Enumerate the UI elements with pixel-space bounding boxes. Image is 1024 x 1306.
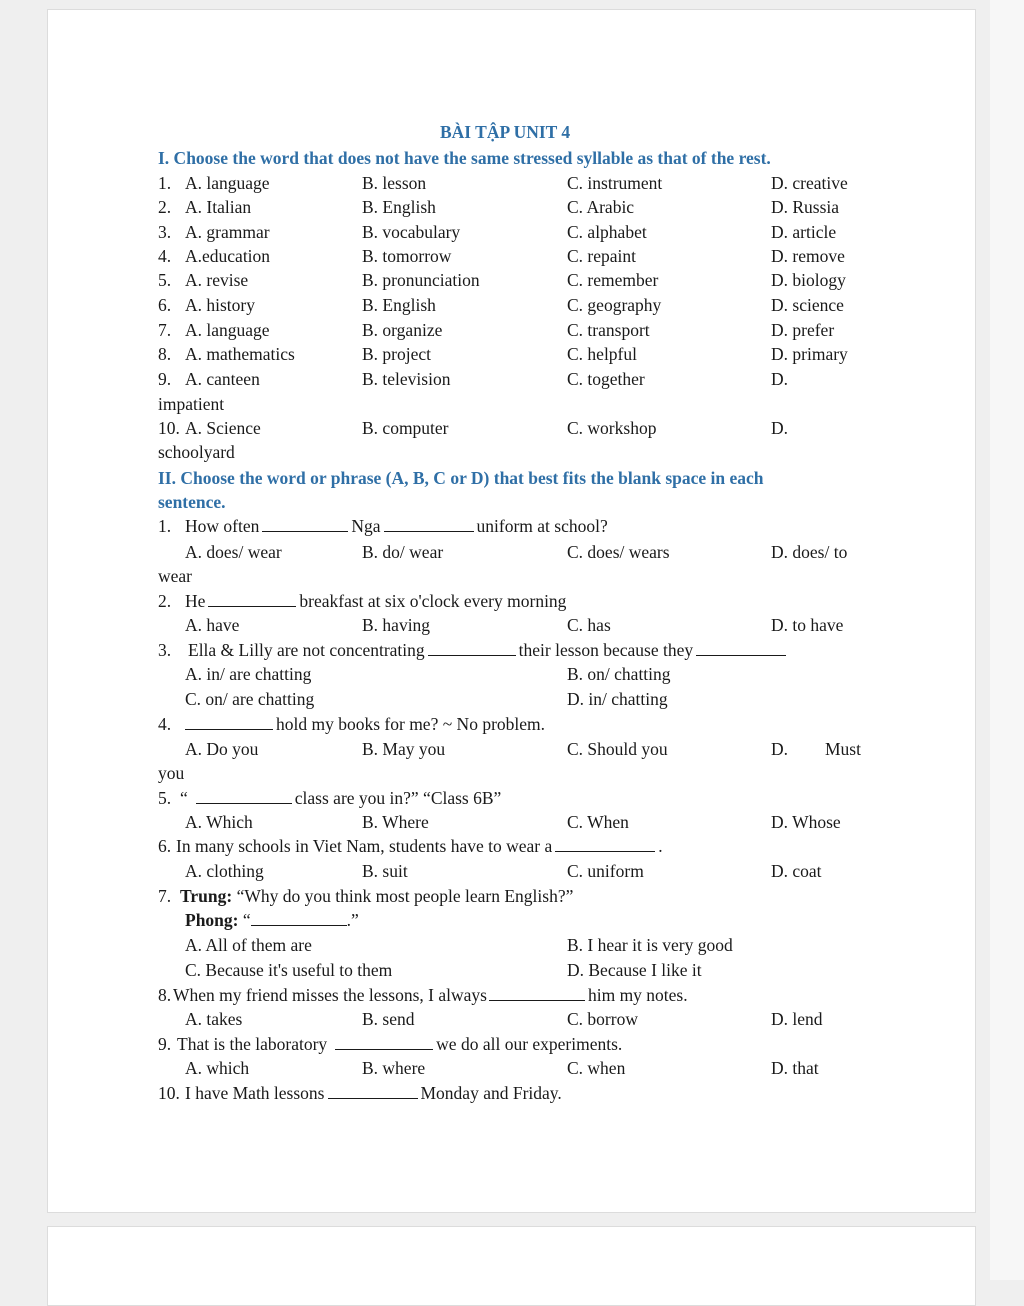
question-text: him my notes. <box>587 985 688 1005</box>
question-1 <box>185 514 608 538</box>
answer-blank <box>208 591 296 607</box>
option-b: B. send <box>362 1009 415 1029</box>
option-b: B. television <box>362 369 451 389</box>
option-c: C. workshop <box>567 418 657 438</box>
question-text: class are you in?” “Class 6B” <box>294 788 502 808</box>
option-d: D. Russia <box>771 197 840 217</box>
option-b: B. do/ wear <box>362 542 444 562</box>
option-b: B. having <box>362 615 431 635</box>
option-a: A. which <box>185 1058 250 1078</box>
option-a: A. history <box>185 295 255 315</box>
option-c: C. Should you <box>567 739 668 759</box>
question-text: Nga <box>351 516 381 536</box>
option-b: B. project <box>362 344 432 364</box>
option-a: A. have <box>185 615 240 635</box>
question-number: 4. <box>158 714 172 734</box>
question-number: 9. <box>158 1034 172 1054</box>
question-text: That is the laboratory <box>177 1034 328 1054</box>
question-5 <box>180 786 501 810</box>
question-2 <box>185 589 566 613</box>
close-quote: .” <box>346 910 359 930</box>
option-d: D. Because I like it <box>567 960 702 980</box>
question-text: . <box>658 836 663 856</box>
answer-blank <box>251 910 347 926</box>
question-number: 3. <box>158 640 172 660</box>
option-a: A. in/ are chatting <box>185 664 312 684</box>
page-title: BÀI TẬP UNIT 4 <box>440 122 571 142</box>
question-text: How often <box>185 516 260 536</box>
viewer-edge <box>990 0 1024 1280</box>
item-number: 2. <box>158 197 172 217</box>
item-number: 3. <box>158 222 172 242</box>
question-6 <box>176 834 663 858</box>
question-text: Monday and Friday. <box>420 1083 562 1103</box>
question-text: He <box>185 591 206 611</box>
option-a: A. does/ wear <box>185 542 282 562</box>
option-d-wrap: schoolyard <box>158 442 235 462</box>
option-a: A. language <box>185 320 270 340</box>
answer-blank <box>489 985 585 1001</box>
answer-blank <box>196 788 292 804</box>
option-a: A. Italian <box>185 197 252 217</box>
option-d: D. prefer <box>771 320 835 340</box>
option-d: D. <box>771 369 789 389</box>
question-8 <box>173 983 688 1007</box>
option-c: C. does/ wears <box>567 542 670 562</box>
option-b: B. lesson <box>362 173 427 193</box>
option-c: C. borrow <box>567 1009 638 1029</box>
option-a: A. takes <box>185 1009 243 1029</box>
option-d: D. coat <box>771 861 822 881</box>
answer-blank <box>335 1034 433 1050</box>
option-c: C. repaint <box>567 246 637 266</box>
option-c: C. on/ are chatting <box>185 689 315 709</box>
question-7-line2 <box>185 908 359 932</box>
option-c: C. uniform <box>567 861 644 881</box>
option-d: D. Whose <box>771 812 841 832</box>
option-b: B. suit <box>362 861 408 881</box>
option-b: B. computer <box>362 418 449 438</box>
option-d: D. does/ to <box>771 542 848 562</box>
question-9 <box>177 1032 622 1056</box>
question-10 <box>185 1081 562 1105</box>
option-a: A.education <box>185 246 271 266</box>
option-c: C. geography <box>567 295 662 315</box>
question-text: I have Math lessons <box>185 1083 325 1103</box>
option-b: B. Where <box>362 812 429 832</box>
option-a: A. canteen <box>185 369 260 389</box>
option-a: A. clothing <box>185 861 264 881</box>
option-b: B. English <box>362 197 436 217</box>
question-text: “Why do you think most people learn English?” <box>236 886 574 906</box>
answer-blank <box>262 516 348 532</box>
option-d: D. to have <box>771 615 844 635</box>
option-d: D. primary <box>771 344 848 364</box>
item-number: 7. <box>158 320 172 340</box>
item-number: 6. <box>158 295 172 315</box>
option-d: D. <box>771 739 789 759</box>
option-b: B. on/ chatting <box>567 664 671 684</box>
section2-heading-cont: sentence. <box>158 492 226 512</box>
question-text: In many schools in Viet Nam, students have to wear a <box>176 836 553 856</box>
option-b: B. I hear it is very good <box>567 935 733 955</box>
question-text: we do all our experiments. <box>436 1034 623 1054</box>
item-number: 1. <box>158 173 172 193</box>
item-number: 10. <box>158 418 180 438</box>
option-c: C. Because it's useful to them <box>185 960 393 980</box>
question-number: 1. <box>158 516 172 536</box>
option-d-text: Must <box>825 739 861 759</box>
item-number: 9. <box>158 369 172 389</box>
option-b: B. organize <box>362 320 443 340</box>
speaker-label: Phong: <box>185 910 239 930</box>
question-text: their lesson because they <box>518 640 694 660</box>
question-number: 6. <box>158 836 172 856</box>
option-a: A. Science <box>185 418 261 438</box>
open-quote: “ <box>242 910 251 930</box>
option-d: D. remove <box>771 246 845 266</box>
option-d: D. that <box>771 1058 819 1078</box>
question-text: hold my books for me? ~ No problem. <box>276 714 546 734</box>
answer-blank <box>384 516 474 532</box>
option-d: D. in/ chatting <box>567 689 668 709</box>
answer-blank <box>555 836 655 852</box>
answer-blank <box>428 640 516 656</box>
answer-blank <box>328 1083 418 1099</box>
option-b: B. vocabulary <box>362 222 461 242</box>
item-number: 4. <box>158 246 172 266</box>
option-c: C. when <box>567 1058 626 1078</box>
question-number: 7. <box>158 886 172 906</box>
option-a: A. language <box>185 173 270 193</box>
speaker-label: Trung: <box>180 886 233 906</box>
option-c: C. remember <box>567 270 659 290</box>
option-c: C. transport <box>567 320 650 340</box>
question-4 <box>185 712 545 736</box>
next-page <box>47 1226 976 1306</box>
option-b: B. where <box>362 1058 426 1078</box>
option-d-wrap: you <box>158 763 185 783</box>
option-b: B. pronunciation <box>362 270 480 290</box>
option-d-wrap: impatient <box>158 394 225 414</box>
question-3 <box>188 638 789 662</box>
section1-heading: I. Choose the word that does not have the same stressed syllable as that of the rest. <box>158 148 771 168</box>
question-text: When my friend misses the lessons, I always <box>173 985 487 1005</box>
option-a: A. mathematics <box>185 344 295 364</box>
question-text: breakfast at six o'clock every morning <box>299 591 567 611</box>
question-text: Ella & Lilly are not concentrating <box>188 640 425 660</box>
option-a: A. All of them are <box>185 935 312 955</box>
option-b: B. tomorrow <box>362 246 452 266</box>
option-a: A. Which <box>185 812 253 832</box>
question-text: uniform at school? <box>476 516 608 536</box>
option-a: A. revise <box>185 270 249 290</box>
option-c: C. When <box>567 812 629 832</box>
question-number: 8. <box>158 985 172 1005</box>
option-d: D. article <box>771 222 837 242</box>
option-c: C. alphabet <box>567 222 647 242</box>
option-c: C. helpful <box>567 344 637 364</box>
question-number: 10. <box>158 1083 180 1103</box>
option-d: D. science <box>771 295 844 315</box>
open-quote: “ <box>180 788 188 808</box>
option-a: A. Do you <box>185 739 259 759</box>
option-d: D. lend <box>771 1009 823 1029</box>
option-c: C. has <box>567 615 611 635</box>
option-d: D. creative <box>771 173 848 193</box>
item-number: 5. <box>158 270 172 290</box>
option-c: C. instrument <box>567 173 663 193</box>
answer-blank <box>696 640 786 656</box>
option-b: B. May you <box>362 739 446 759</box>
question-7-line1 <box>180 884 573 908</box>
item-number: 8. <box>158 344 172 364</box>
question-number: 5. <box>158 788 172 808</box>
option-a: A. grammar <box>185 222 270 242</box>
option-d-wrap: wear <box>158 566 193 586</box>
answer-blank <box>185 714 273 730</box>
option-c: C. Arabic <box>567 197 635 217</box>
section2-heading: II. Choose the word or phrase (A, B, C or D) that best fits the blank space in each <box>158 468 764 488</box>
question-number: 2. <box>158 591 172 611</box>
option-c: C. together <box>567 369 645 389</box>
option-b: B. English <box>362 295 436 315</box>
option-d: D. biology <box>771 270 846 290</box>
option-d: D. <box>771 418 789 438</box>
